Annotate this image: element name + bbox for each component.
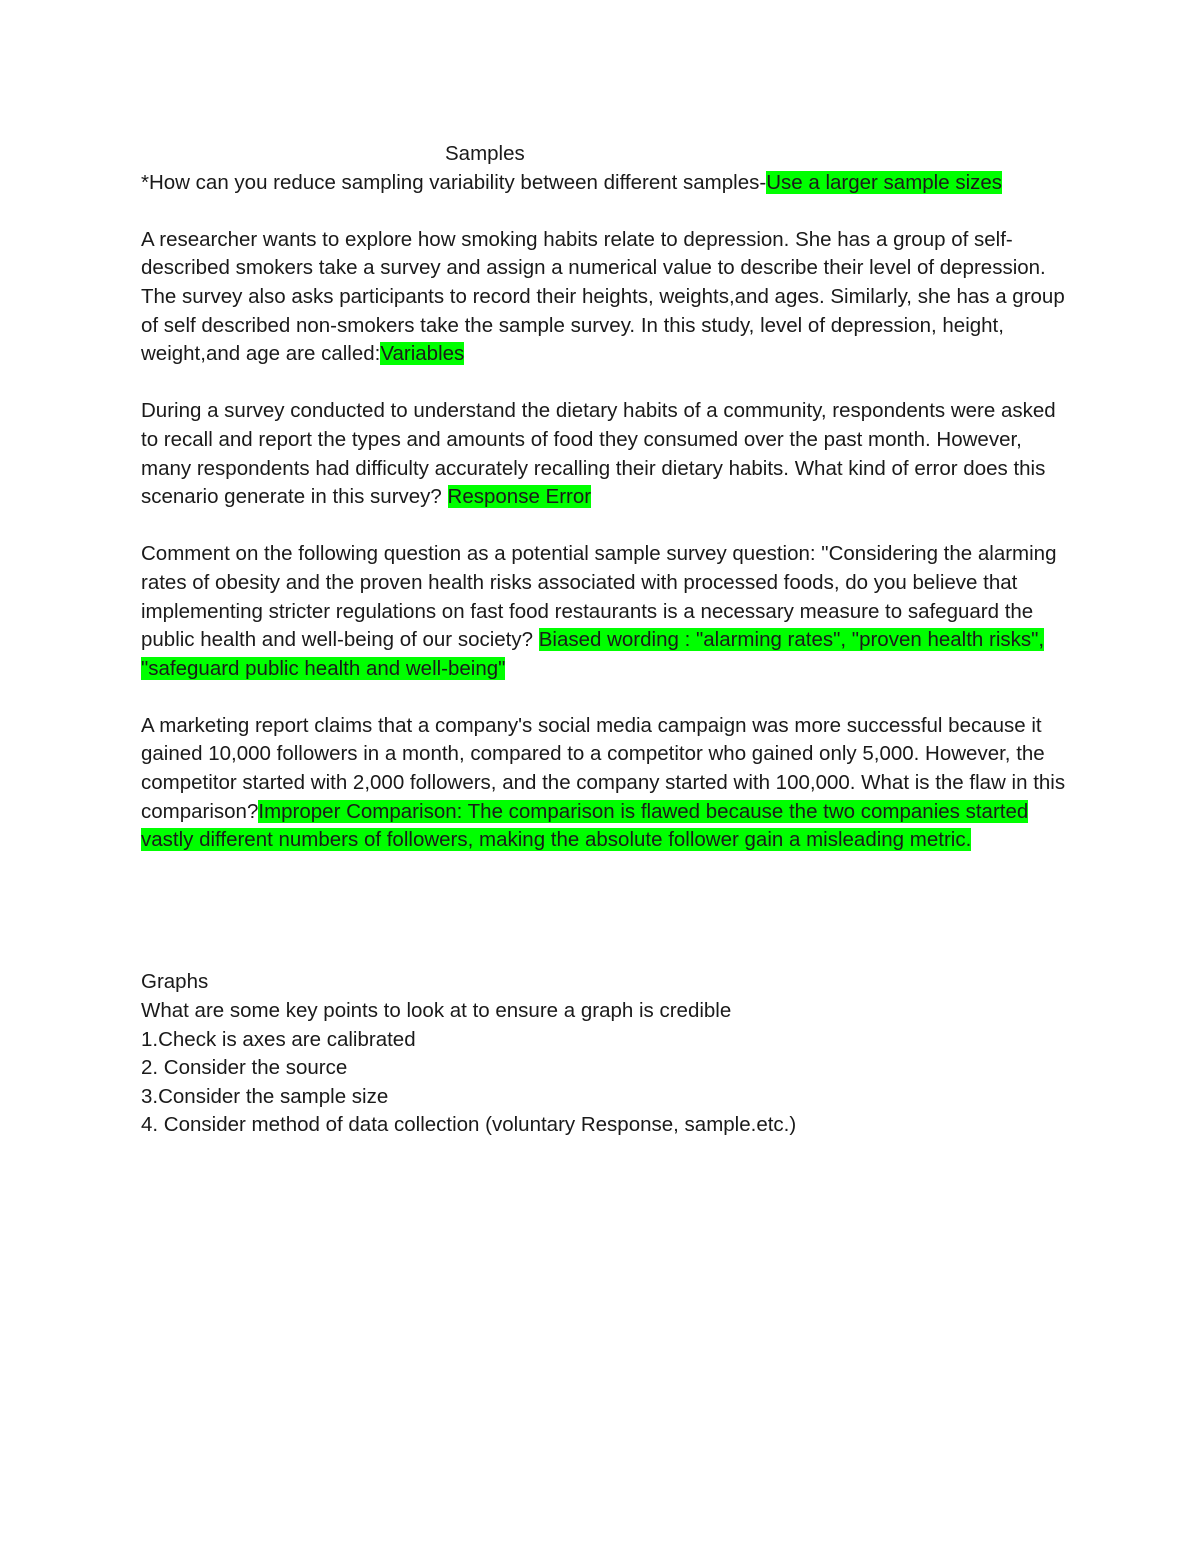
answer-highlight: Biased wording : "alarming rates", "proven health risks", "safeguard public health and well-being" [141, 628, 1045, 680]
question-sampling-variability [141, 169, 1066, 198]
question-text: *How can you reduce sampling variability between different samples- [141, 170, 767, 194]
graphs-point: 2. Consider the source [141, 1056, 348, 1080]
answer-highlight: Improper Comparison: The comparison is flawed because the two companies started vastly different numbers of followers, making the absolute follower gain a misleading metric. [141, 799, 1029, 852]
samples-heading: Samples [445, 142, 525, 165]
graphs-heading: Graphs [141, 970, 209, 994]
document-content [141, 140, 1066, 1140]
answer-highlight: Use a larger sample sizes [766, 170, 1003, 194]
graphs-point: 3.Consider the sample size [141, 1084, 389, 1108]
answer-highlight: Response Error [447, 485, 592, 509]
question-improper-comparison [141, 712, 1066, 855]
graphs-question: What are some key points to look at to ensure a graph is credible [141, 999, 732, 1023]
graphs-point: 4. Consider method of data collection (voluntary Response, sample.etc.) [141, 1113, 797, 1137]
question-text: A marketing report claims that a company's social media campaign was more successful because it gained 10,000 followers in a month, compared to a competitor who gained only 5,000. However, the competitor started with 2,000 followers, and the company started with 100,000. What is the flaw in this comparison? [141, 713, 1066, 823]
answer-highlight: Variables [380, 342, 465, 366]
question-variables [141, 226, 1066, 369]
graphs-point: 1.Check is axes are calibrated [141, 1027, 416, 1051]
question-text: A researcher wants to explore how smoking habits relate to depression. She has a group of self-described smokers take a survey and assign a numerical value to describe their level of depression. The survey also asks participants to record their heights, weights,and ages. Similarly, she has a group of self described non-smokers take the sample survey. In this study, level of depression, height, weight,and age are called: [141, 227, 1065, 366]
question-text: Comment on the following question as a potential sample survey question: "Considering the alarming rates of obesity and the proven health risks associated with processed foods, do you believe that implementing stricter regulations on fast food restaurants is a necessary measure to safeguard the public health and well-being of our society? [141, 542, 1057, 652]
question-text: During a survey conducted to understand the dietary habits of a community, respondents were asked to recall and report the types and amounts of food they consumed over the past month. However, many respondents had difficulty accurately recalling their dietary habits. What kind of error does this scenario generate in this survey? [141, 399, 1056, 509]
question-biased-wording [141, 540, 1066, 683]
section-spacer [141, 883, 1066, 968]
question-response-error [141, 397, 1066, 511]
